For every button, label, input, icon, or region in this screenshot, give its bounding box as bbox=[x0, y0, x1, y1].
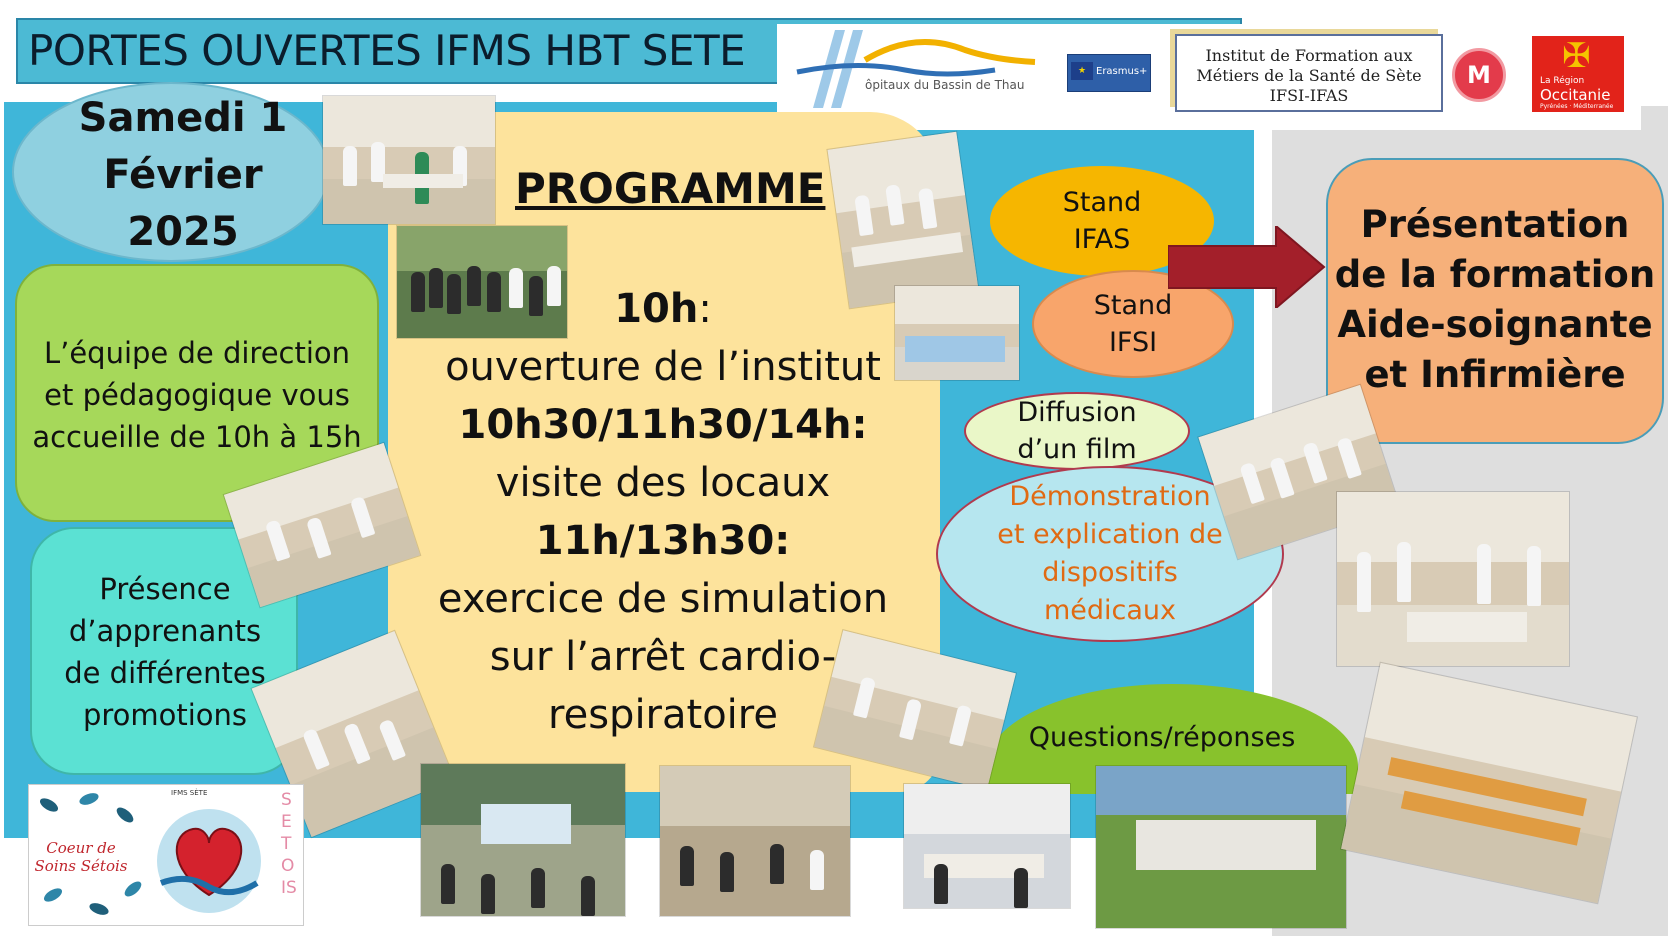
sticker-vertical-text: SETOIS bbox=[281, 790, 297, 898]
students-line1: Présence bbox=[99, 572, 231, 606]
demo-line2: et explication de bbox=[997, 519, 1223, 550]
students-text bbox=[40, 568, 290, 736]
photo-mannequins bbox=[895, 286, 1019, 380]
hbt-logo bbox=[795, 30, 1045, 110]
schedule-desc-3b: sur l’arrêt cardio- bbox=[489, 634, 837, 680]
institut-logo bbox=[1175, 34, 1443, 112]
stand-ifas-line1: Stand bbox=[1062, 187, 1142, 218]
stand-ifas-line2: IFAS bbox=[1073, 224, 1131, 255]
photo-info-desk bbox=[904, 784, 1070, 908]
presentation-text bbox=[1334, 200, 1656, 400]
region-line2: Occitanie bbox=[1540, 86, 1611, 104]
film-line2: d’un film bbox=[1017, 434, 1137, 465]
photo-medical-devices bbox=[1337, 492, 1569, 666]
erasmus-logo bbox=[1067, 54, 1151, 92]
presentation-line4: et Infirmière bbox=[1364, 353, 1626, 396]
schedule-time-3 bbox=[420, 512, 906, 570]
demo-line4: médicaux bbox=[1043, 595, 1177, 626]
stand-ifsi-line2: IFSI bbox=[1108, 327, 1158, 358]
presentation-line2: de la formation bbox=[1334, 253, 1656, 296]
coeur-de-soins-sticker bbox=[28, 784, 304, 926]
photo-lecture-room bbox=[421, 764, 625, 916]
time-simulation: 11h/13h30: bbox=[535, 518, 791, 564]
institut-line1: Institut de Formation aux bbox=[1205, 46, 1413, 65]
occitan-cross-icon: ✠ bbox=[1562, 36, 1591, 76]
demo-line3: dispositifs bbox=[1042, 557, 1178, 588]
sticker-text: Coeur de Soins Sétois bbox=[34, 839, 128, 875]
institut-line2: Métiers de la Santé de Sète bbox=[1196, 66, 1422, 85]
welcome-line2: et pédagogique vous bbox=[44, 378, 350, 412]
institut-line3: IFSI-IFAS bbox=[1269, 86, 1349, 105]
students-line4: promotions bbox=[82, 698, 248, 732]
event-date bbox=[50, 90, 316, 261]
demo-line1: Démonstration bbox=[1009, 481, 1211, 512]
schedule-desc-1: ouverture de l’institut bbox=[445, 344, 881, 390]
time-10h: 10h bbox=[614, 286, 699, 332]
film-line1: Diffusion bbox=[1017, 397, 1137, 428]
film-oval bbox=[964, 392, 1190, 470]
schedule-desc-3a: exercice de simulation bbox=[437, 576, 889, 622]
qa-label: Questions/réponses bbox=[1028, 722, 1296, 753]
hbt-logo-caption: ôpitaux du Bassin de Thau bbox=[865, 78, 1025, 92]
photo-students-mannequin bbox=[827, 132, 978, 309]
welcome-line3: accueille de 10h à 15h bbox=[32, 420, 362, 454]
photo-classroom-practice bbox=[323, 96, 495, 224]
presentation-line1: Présentation bbox=[1360, 203, 1630, 246]
time-10h-colon: : bbox=[698, 286, 712, 332]
time-visits: 10h30/11h30/14h: bbox=[458, 402, 868, 448]
stand-ifsi-line1: Stand bbox=[1093, 290, 1173, 321]
photo-residents-room bbox=[660, 766, 850, 916]
schedule-time-2 bbox=[420, 396, 906, 454]
students-line3: de différentes bbox=[64, 656, 266, 690]
region-line1: La Région bbox=[1540, 76, 1585, 86]
photo-building-exterior bbox=[1096, 766, 1346, 928]
page-title: PORTES OUVERTES IFMS HBT SETE bbox=[28, 26, 746, 75]
presentation-line3: Aide-soignante bbox=[1337, 303, 1653, 346]
sticker-small-text: IFMS SÈTE bbox=[171, 789, 208, 797]
date-line2: Février bbox=[103, 152, 263, 198]
date-line1: Samedi 1 bbox=[78, 95, 288, 141]
arrow-right-icon bbox=[1168, 226, 1326, 308]
eu-flag-icon: ★ bbox=[1071, 62, 1093, 80]
university-seal-logo: M bbox=[1452, 48, 1506, 102]
photo-graduation-group bbox=[397, 226, 567, 338]
schedule-desc-3c: respiratoire bbox=[548, 692, 778, 738]
heart-icon bbox=[147, 799, 271, 919]
region-occitanie-logo bbox=[1532, 36, 1624, 112]
hbt-logo-graphic bbox=[795, 30, 1045, 110]
region-line3: Pyrénées · Méditerranée bbox=[1540, 103, 1614, 110]
date-line3: 2025 bbox=[127, 209, 239, 255]
students-line2: d’apprenants bbox=[68, 614, 262, 648]
welcome-line1: L’équipe de direction bbox=[43, 336, 351, 370]
erasmus-label: Erasmus+ bbox=[1096, 66, 1148, 77]
schedule-desc-2: visite des locaux bbox=[495, 460, 831, 506]
programme-title: PROGRAMME bbox=[515, 164, 826, 213]
welcome-text bbox=[30, 332, 364, 458]
